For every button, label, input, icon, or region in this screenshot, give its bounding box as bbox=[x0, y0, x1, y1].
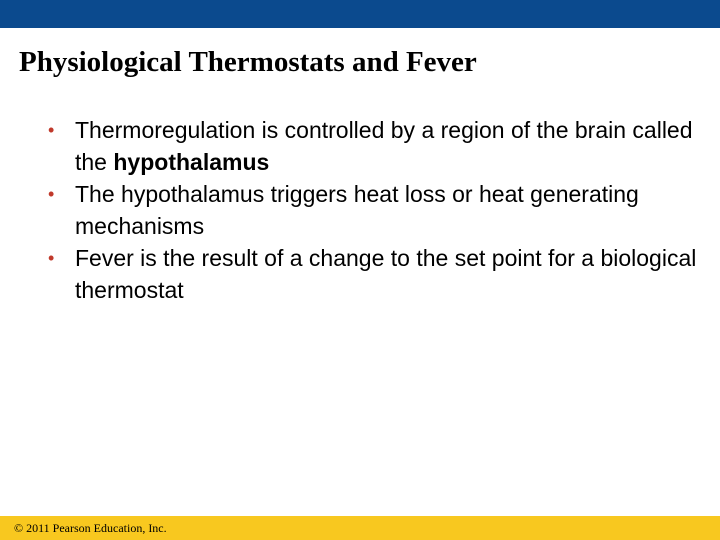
bullet-marker-icon: • bbox=[48, 120, 55, 140]
bullet-item bbox=[48, 242, 698, 306]
bullet-text-plain: Fever is the result of a change to the set point for a biological thermostat bbox=[75, 245, 697, 303]
bullet-item bbox=[48, 114, 698, 178]
bullet-text bbox=[75, 117, 693, 175]
bullet-marker-icon: • bbox=[48, 184, 55, 204]
bullet-text-plain: Thermoregulation is controlled by a region of the brain called the bbox=[75, 117, 693, 175]
bullet-list bbox=[48, 114, 698, 306]
bullet-text bbox=[75, 245, 696, 303]
bullet-text-plain: The hypothalamus triggers heat loss or heat generating mechanisms bbox=[75, 181, 639, 239]
bullet-item bbox=[48, 178, 698, 242]
header-bar bbox=[0, 0, 720, 28]
slide-title: Physiological Thermostats and Fever bbox=[19, 46, 477, 78]
bullet-marker-icon: • bbox=[48, 248, 55, 268]
copyright-text: © 2011 Pearson Education, Inc. bbox=[14, 521, 167, 535]
bullet-text-emphasis: hypothalamus bbox=[113, 149, 270, 175]
bullet-text bbox=[75, 181, 639, 239]
